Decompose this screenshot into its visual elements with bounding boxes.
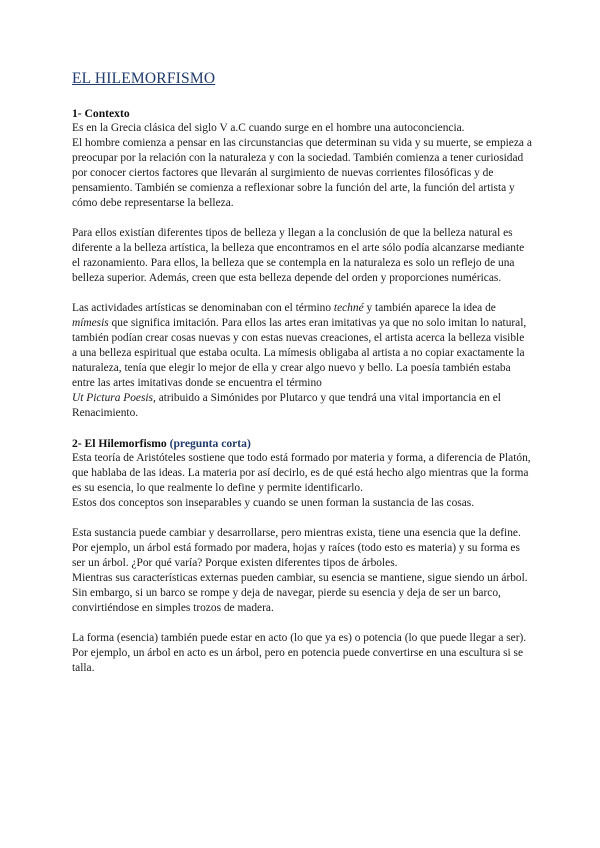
section-1-paragraph-2: Para ellos existían diferentes tipos de belleza y llegan a la conclusión de que la belleza natural es diferente a la belleza artística, la belleza que encontramos en el arte sólo podía alcanzarse mediante el razonamiento. Para ellos, la belleza que se contempla en la naturaleza es solo un reflejo de una belleza superior. Además, creen que esta belleza depende del orden y proporciones numéricas. [72, 227, 525, 284]
section-1-line-2: El hombre comienza a pensar en las circunstancias que determinan su vida y su muerte, se empieza a preocupar por la relación con la naturaleza y con la sociedad. También comienza a tener curiosidad por conocer ciertos factores que llevarán al surgimiento de nuevas corrientes filosóficas y de pensamiento. También se comienza a reflexionar sobre la función del arte, la función del artista y cómo debe representarse la belleza. [72, 137, 532, 209]
section-1-line-1: Es en la Grecia clásica del siglo V a.C cuando surge en el hombre una autoconciencia. [72, 122, 465, 134]
ut-pictura-poesis-term: Ut Pictura Poesis [72, 392, 153, 404]
document-body [72, 70, 532, 676]
section-2-heading [72, 436, 532, 451]
page-title: EL HILEMORFISMO [72, 70, 216, 87]
section-2-paragraph-1b: Estos dos conceptos son inseparables y cuando se unen forman la sustancia de las cosas. [72, 497, 475, 509]
section-2-paragraph-2b: Mientras sus características externas pueden cambiar, su esencia se mantiene, sigue siendo un árbol. Sin embargo, si un barco se rompe y deja de navegar, pierde su esencia y deja de ser un barco, convirtiéndose en simples trozos de madera. [72, 572, 528, 614]
text-run: que significa imitación. Para ellos las artes eran imitativas ya que no solo imitan lo natural, también podían crear cosas nuevas y con estas nuevas creaciones, el artista acerca la belleza visible a una belleza espiritual que estaba oculta. La mímesis obligaba al artista a no copiar exactamente la naturaleza, tenía que elegir lo mejor de ella y crear algo nuevo y bello. La poesía también estaba entre las artes imitativas donde se encuentra el término [72, 317, 527, 389]
section-2-paragraph-1: Esta teoría de Aristóteles sostiene que todo está formado por materia y forma, a diferencia de Platón, que hablaba de las ideas. La materia por así decirlo, es de qué está hecho algo mientras que la forma es su esencia, lo que realmente lo define y permite identificarlo. [72, 452, 531, 494]
short-question-tag: (pregunta corta) [169, 437, 251, 450]
section-1-paragraph-3 [72, 301, 532, 421]
section-2-paragraph-2: Esta sustancia puede cambiar y desarrollarse, pero mientras exista, tiene una esencia que la define. Por ejemplo, un árbol está formado por madera, hojas y raíces (todo esto es materia) y su forma es ser un árbol. ¿Por qué varía? Porque existen diferentes tipos de árboles. [72, 527, 521, 569]
text-run: , atribuido a Simónides por Plutarco y que tendrá una vital importancia en el Renacimiento. [72, 392, 501, 419]
section-2-paragraph-3: La forma (esencia) también puede estar en acto (lo que ya es) o potencia (lo que puede llegar a ser). Por ejemplo, un árbol en acto es un árbol, pero en potencia puede convertirse en una escultura si se talla. [72, 632, 527, 674]
section-1-heading: 1- Contexto [72, 107, 130, 120]
mimesis-term: mímesis [72, 317, 109, 329]
techne-term: techné [333, 302, 364, 314]
text-run: y también aparece la idea de [363, 302, 496, 314]
text-run: Las actividades artísticas se denominaban con el término [72, 302, 334, 314]
section-2-title: 2- El Hilemorfismo [72, 437, 167, 450]
